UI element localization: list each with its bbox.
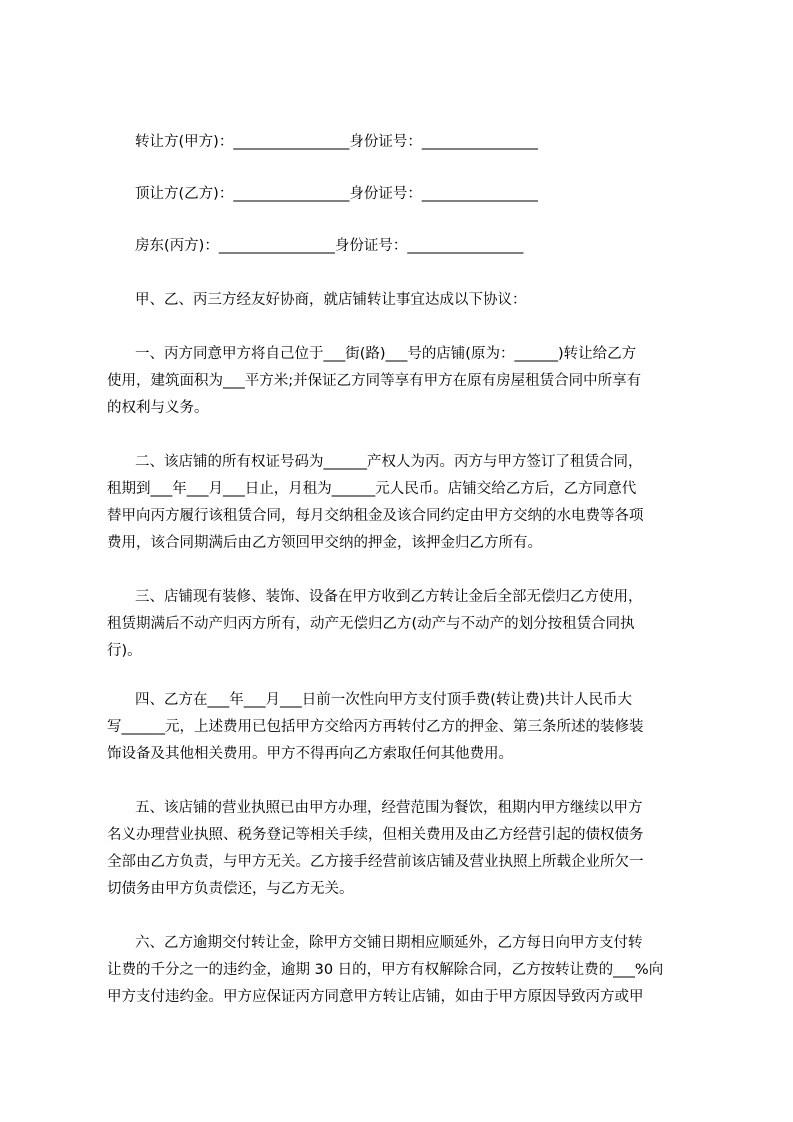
name-blank: ________________ [233, 134, 350, 150]
clause-3-line-1: 三、店铺现有装修、装饰、设备在甲方收到乙方转让金后全部无偿归乙方使用， [135, 589, 643, 605]
clause-4-line-2: 写______元，上述费用已包括甲方交给丙方再转付乙方的押金、第三条所述的装修装 [107, 719, 644, 735]
clause-2-line-1: 二、该店铺的所有权证号码为______产权人为丙。丙方与甲方签订了租赁合同， [135, 454, 643, 470]
clause-3-line-2: 租赁期满后不动产归丙方所有，动产无偿归乙方(动产与不动产的划分按租赁合同执 [107, 616, 635, 632]
clause-4-line-3: 饰设备及其他相关费用。甲方不得再向乙方索取任何其他费用。 [107, 746, 513, 762]
clause-3-line-3: 行)。 [107, 643, 142, 659]
name-blank: ________________ [233, 186, 350, 202]
id-blank: ________________ [421, 134, 538, 150]
party-line-landlord [135, 236, 523, 256]
clause-2-line-2: 租期到___年___月___日止，月租为______元人民币。店铺交给乙方后，乙方同意代 [107, 481, 637, 497]
clause-1-line-1: 一、丙方同意甲方将自己位于___街(路)___号的店铺(原为：______)转让给乙方 [135, 346, 637, 362]
party-label: 顶让方(乙方)： [135, 186, 234, 202]
clause-5-line-2: 名义办理营业执照、税务登记等相关手续，但相关费用及由乙方经营引起的债权债务 [107, 827, 644, 843]
clause-2-line-3: 替甲向丙方履行该租赁合同，每月交纳租金及该合同约定由甲方交纳的水电费等各项 [107, 508, 644, 524]
intro-text: 甲、乙、丙三方经友好协商，就店铺转让事宜达成以下协议： [135, 292, 527, 308]
name-blank: ________________ [218, 238, 335, 254]
id-blank: ________________ [407, 238, 524, 254]
clause-2-line-4: 费用，该合同期满后由乙方领回甲交纳的押金，该押金归乙方所有。 [107, 535, 542, 551]
clause-5-line-3: 全部由乙方负责，与甲方无关。乙方接手经营前该店铺及营业执照上所载企业所欠一 [107, 854, 644, 870]
clause-1-line-2: 使用，建筑面积为___平方米;并保证乙方同等享有甲方在原有房屋租赁合同中所享有 [107, 373, 642, 389]
id-blank: ________________ [421, 186, 538, 202]
clause-4-line-1: 四、乙方在___年___月___日前一次性向甲方支付顶手费(转让费)共计人民币大 [135, 692, 633, 708]
id-label: 身份证号： [349, 134, 422, 150]
clause-1-line-3: 的权利与义务。 [107, 400, 209, 416]
clause-6-line-1: 六、乙方逾期交付转让金，除甲方交铺日期相应顺延外，乙方每日向甲方支付转 [135, 935, 643, 951]
clause-5-line-1: 五、该店铺的营业执照已由甲方办理，经营范围为餐饮，租期内甲方继续以甲方 [135, 800, 643, 816]
clause-6-line-3: 甲方支付违约金。甲方应保证丙方同意甲方转让店铺，如由于甲方原因导致丙方或甲 [107, 989, 644, 1005]
party-line-transferee [135, 184, 538, 204]
clause-6-line-2: 让费的千分之一的违约金，逾期 30 日的，甲方有权解除合同，乙方按转让费的___%向 [107, 962, 664, 978]
id-label: 身份证号： [349, 186, 422, 202]
id-label: 身份证号： [334, 238, 408, 254]
party-label: 房东(丙方)： [135, 238, 219, 254]
clause-5-line-4: 切债务由甲方负责偿还，与乙方无关。 [107, 881, 354, 897]
party-label: 转让方(甲方)： [135, 134, 234, 150]
party-line-transferor [135, 132, 538, 152]
